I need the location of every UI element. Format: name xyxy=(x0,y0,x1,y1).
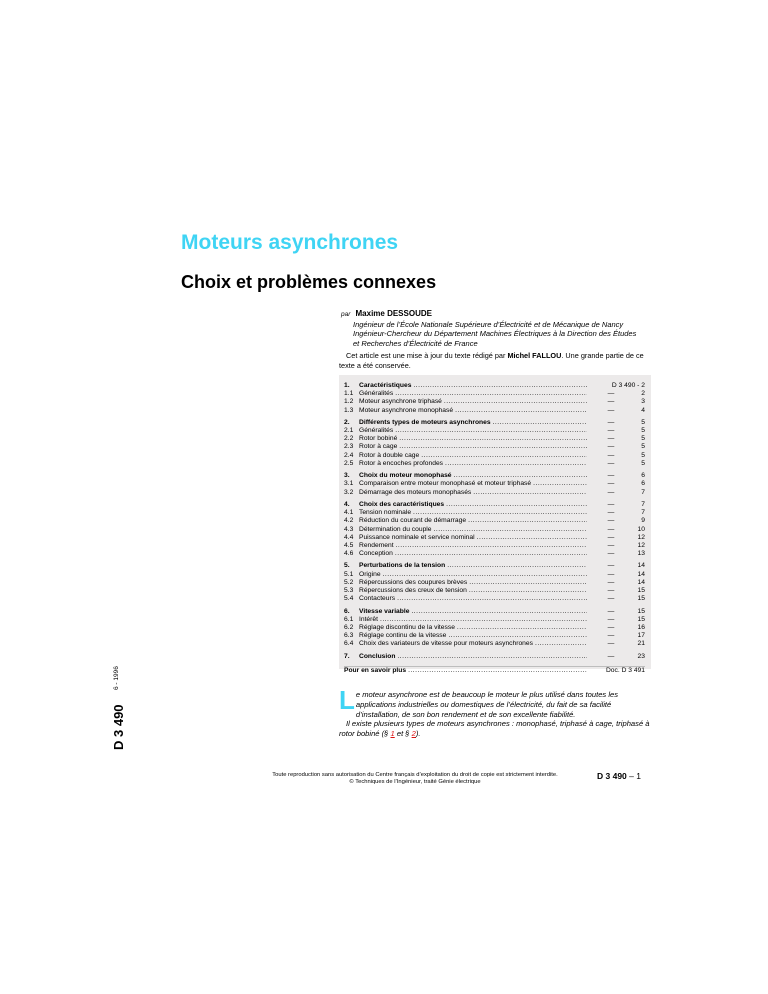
toc-ref: — xyxy=(607,418,615,426)
toc-leader xyxy=(455,407,587,415)
toc-row[interactable] xyxy=(344,509,645,517)
toc-page: 14 xyxy=(637,570,645,578)
intro-p2-before: Il existe plusieurs types de moteurs asynchrones : monophasé, triphasé à cage, triphasé à rotor bobiné (§ xyxy=(339,719,650,739)
toc-number: 2.5 xyxy=(344,459,354,467)
toc-ref: — xyxy=(607,451,615,459)
toc-row[interactable] xyxy=(344,534,645,542)
toc-number: 3.1 xyxy=(344,480,354,488)
toc-page: 21 xyxy=(637,640,645,648)
toc-page: 7 xyxy=(641,509,645,517)
toc-label: Réglage continu de la vitesse xyxy=(359,632,447,640)
toc-label: Caractéristiques xyxy=(359,381,412,389)
toc-label: Rotor à double cage xyxy=(359,451,420,459)
toc-page: 4 xyxy=(641,406,645,414)
toc-ref: — xyxy=(607,595,615,603)
toc-label: Rotor à cage xyxy=(359,443,398,451)
toc-leader xyxy=(395,390,587,398)
toc-label: Conception xyxy=(359,550,393,558)
toc-leader xyxy=(477,534,587,542)
note-name: Michel FALLOU xyxy=(507,351,562,360)
toc-label: Rendement xyxy=(359,541,394,549)
toc-row[interactable] xyxy=(344,427,645,435)
toc-ref: — xyxy=(607,427,615,435)
article-subtitle: Choix et problèmes connexes xyxy=(181,272,437,292)
toc-row[interactable] xyxy=(344,472,645,480)
toc-leader xyxy=(469,587,587,595)
toc-ref: — xyxy=(607,578,615,586)
toc-ref: — xyxy=(607,472,615,480)
toc-leader xyxy=(533,480,587,488)
toc-row[interactable] xyxy=(344,382,645,390)
toc-row[interactable] xyxy=(344,579,645,587)
toc-ref: — xyxy=(607,615,615,623)
article-title: Moteurs asynchrones xyxy=(181,231,399,254)
toc-page: 15 xyxy=(637,587,645,595)
toc-page: 15 xyxy=(637,595,645,603)
toc-row[interactable] xyxy=(344,526,645,534)
toc-ref: — xyxy=(607,435,615,443)
toc-number: 4.1 xyxy=(344,509,354,517)
toc-ref: — xyxy=(607,500,615,508)
toc-ref: — xyxy=(607,488,615,496)
toc-number: 4.6 xyxy=(344,550,354,558)
toc-leader xyxy=(457,624,587,632)
toc-ref: — xyxy=(607,550,615,558)
toc-leader xyxy=(408,667,587,675)
toc-label: Contacteurs xyxy=(359,595,396,603)
toc-leader xyxy=(447,563,587,571)
introduction xyxy=(339,685,651,739)
toc-row[interactable] xyxy=(344,632,645,640)
toc-ref: — xyxy=(607,607,615,615)
toc-number: 6. xyxy=(344,607,350,615)
toc-page: 5 xyxy=(641,451,645,459)
toc-page: 3 xyxy=(641,398,645,406)
toc-leader xyxy=(469,579,587,587)
toc-page: 12 xyxy=(637,533,645,541)
note-before: Cet article est une mise à jour du texte rédigé par xyxy=(346,351,508,360)
toc-label: Démarrage des moteurs monophasés xyxy=(359,488,472,496)
toc-ref: — xyxy=(607,480,615,488)
toc-ref: — xyxy=(607,562,615,570)
footer-doc-code: D 3 490 xyxy=(597,771,627,781)
toc-number: 5.4 xyxy=(344,595,354,603)
toc-label: Répercussions des coupures brèves xyxy=(359,578,468,586)
toc-ref: — xyxy=(607,390,615,398)
toc-leader xyxy=(399,435,587,443)
toc-page: 6 xyxy=(641,480,645,488)
toc-rows xyxy=(344,382,645,661)
toc-label: Rotor bobiné xyxy=(359,435,398,443)
toc-leader xyxy=(445,460,587,468)
toc-ref: — xyxy=(607,406,615,414)
toc-row[interactable] xyxy=(344,501,645,509)
toc-number: 4.4 xyxy=(344,533,354,541)
toc-row[interactable] xyxy=(344,435,645,443)
toc-page: 9 xyxy=(641,517,645,525)
toc-page: 14 xyxy=(637,562,645,570)
toc-leader xyxy=(535,640,587,648)
toc-label: Puissance nominale et service nominal xyxy=(359,533,475,541)
toc-row[interactable] xyxy=(344,542,645,550)
toc-leader xyxy=(444,398,587,406)
toc-row[interactable] xyxy=(344,460,645,468)
toc-page: 15 xyxy=(637,615,645,623)
toc-number: 6.2 xyxy=(344,623,354,631)
toc-number: 4.5 xyxy=(344,541,354,549)
toc-row[interactable] xyxy=(344,587,645,595)
toc-leader xyxy=(395,550,587,558)
toc-ref: — xyxy=(607,459,615,467)
toc-number: 5.3 xyxy=(344,587,354,595)
toc-number: 1.1 xyxy=(344,390,354,398)
toc-page: 16 xyxy=(637,623,645,631)
toc-page: 5 xyxy=(641,435,645,443)
toc-ref: — xyxy=(607,587,615,595)
toc-row[interactable] xyxy=(344,563,645,571)
intro-paragraph-2 xyxy=(339,719,651,739)
footer-line-1: Toute reproduction sans autorisation du Centre français d’exploitation du droit de copie est strictement interdite. xyxy=(272,772,558,778)
toc-leader xyxy=(434,526,588,534)
toc-ref: — xyxy=(607,517,615,525)
toc-number: 2.1 xyxy=(344,427,354,435)
toc-label: Détermination du couple xyxy=(359,525,432,533)
toc-page: 5 xyxy=(641,427,645,435)
footer-line-2: © Techniques de l’Ingénieur, traité Génie électrique xyxy=(349,779,481,785)
intro-p2-after: ). xyxy=(415,729,421,739)
toc-leader xyxy=(454,472,587,480)
toc-page: 7 xyxy=(641,488,645,496)
toc-ref: — xyxy=(607,652,615,660)
toc-number: 3. xyxy=(344,472,350,480)
toc-label: Moteur asynchrone triphasé xyxy=(359,398,442,406)
intro-p2-mid: et § xyxy=(394,729,412,739)
toc-row[interactable] xyxy=(344,489,645,497)
toc-leader xyxy=(411,608,587,616)
toc-leader xyxy=(446,501,587,509)
toc-page: 15 xyxy=(637,607,645,615)
toc-leader xyxy=(493,419,587,427)
footer-page-number: – 1 xyxy=(626,771,641,781)
toc-label: Moteur asynchrone monophasé xyxy=(359,406,454,414)
page-code xyxy=(597,771,641,781)
toc-leader xyxy=(383,571,587,579)
toc-leader xyxy=(421,452,587,460)
toc-label: Tension nominale xyxy=(359,509,412,517)
toc-ref: — xyxy=(607,570,615,578)
toc-ref: — xyxy=(607,509,615,517)
toc-number: 5. xyxy=(344,562,350,570)
toc-number: 2.3 xyxy=(344,443,354,451)
toc-row[interactable] xyxy=(344,624,645,632)
toc-row[interactable] xyxy=(344,452,645,460)
toc-row[interactable] xyxy=(344,571,645,579)
toc-number: 5.2 xyxy=(344,578,354,586)
toc-number: 2.4 xyxy=(344,451,354,459)
toc-number: 5.1 xyxy=(344,570,354,578)
toc-ref: — xyxy=(607,623,615,631)
intro-p1-text: e moteur asynchrone est de beaucoup le moteur le plus utilisé dans toutes les applications industrielles ou domestiques de l’électricité, du fait de sa facilité d’installation, de son bon rendement et de son excellente fiabilité. xyxy=(355,690,619,719)
toc-leader xyxy=(399,444,587,452)
toc-leader xyxy=(397,653,587,661)
toc-row[interactable] xyxy=(344,595,645,603)
toc-number: 4.3 xyxy=(344,525,354,533)
toc-leader xyxy=(396,542,587,550)
toc-label: Comparaison entre moteur monophasé et moteur triphasé xyxy=(359,480,532,488)
toc-label: Répercussions des creux de tension xyxy=(359,587,467,595)
toc-number: 2.2 xyxy=(344,435,354,443)
toc-label: Choix des variateurs de vitesse pour moteurs asynchrones xyxy=(359,640,533,648)
toc-leader xyxy=(397,595,587,603)
toc-leader xyxy=(413,382,587,390)
toc-page: 2 xyxy=(641,390,645,398)
toc-row[interactable] xyxy=(344,407,645,415)
toc-final-label: Pour en savoir plus xyxy=(344,667,407,675)
toc-label: Rotor à encoches profondes xyxy=(359,459,444,467)
toc-leader xyxy=(448,632,587,640)
side-date: 6 - 1996 xyxy=(113,666,120,690)
author-affiliation-2: Ingénieur-Chercheur du Département Machines Électriques à la Direction des Études xyxy=(353,329,637,338)
toc-number: 3.2 xyxy=(344,488,354,496)
copyright-footer xyxy=(255,772,575,786)
toc-number: 6.1 xyxy=(344,615,354,623)
toc-number: 6.3 xyxy=(344,632,354,640)
toc-leader xyxy=(395,427,587,435)
author-block xyxy=(341,309,636,348)
toc-label: Choix des caractéristiques xyxy=(359,500,445,508)
section-link-1[interactable]: 1 xyxy=(390,729,395,739)
toc-leader xyxy=(380,616,587,624)
toc-row[interactable] xyxy=(344,480,645,488)
toc-page: 6 xyxy=(641,472,645,480)
toc-ref: — xyxy=(607,541,615,549)
toc-label: Vitesse variable xyxy=(359,607,410,615)
toc-label: Intérêt xyxy=(359,615,378,623)
toc-page: 7 xyxy=(641,500,645,508)
toc-label: Généralités xyxy=(359,427,394,435)
toc-page: 10 xyxy=(637,525,645,533)
author-name: Maxime DESSOUDE xyxy=(355,309,432,318)
toc-row[interactable] xyxy=(344,444,645,452)
toc-ref: D 3 490 - 2 xyxy=(611,381,645,389)
toc-label: Généralités xyxy=(359,390,394,398)
toc-leader xyxy=(473,489,587,497)
toc-row[interactable] xyxy=(344,390,645,398)
toc-label: Réduction du courant de démarrage xyxy=(359,517,467,525)
toc-row[interactable] xyxy=(344,616,645,624)
toc-row[interactable] xyxy=(344,419,645,427)
toc-label: Différents types de moteurs asynchrones xyxy=(359,418,491,426)
toc-ref: — xyxy=(607,525,615,533)
toc-row[interactable] xyxy=(344,550,645,558)
toc-leader xyxy=(413,509,587,517)
toc-row[interactable] xyxy=(344,653,645,661)
toc-page: 5 xyxy=(641,418,645,426)
toc-row[interactable] xyxy=(344,517,645,525)
toc-page: 5 xyxy=(641,459,645,467)
toc-ref: — xyxy=(607,443,615,451)
update-note xyxy=(339,351,651,371)
toc-number: 1. xyxy=(344,381,350,389)
toc-ref: — xyxy=(607,533,615,541)
toc-page: 14 xyxy=(637,578,645,586)
side-document-code: D 3 490 xyxy=(111,704,126,750)
toc-row[interactable] xyxy=(344,608,645,616)
toc-page: 17 xyxy=(637,632,645,640)
toc-number: 1.2 xyxy=(344,398,354,406)
toc-label: Origine xyxy=(359,570,381,578)
toc-label: Réglage discontinu de la vitesse xyxy=(359,623,455,631)
toc-number: 6.4 xyxy=(344,640,354,648)
toc-page: 5 xyxy=(641,443,645,451)
toc-ref: — xyxy=(607,398,615,406)
toc-page: 13 xyxy=(637,550,645,558)
author-affiliation-1: Ingénieur de l’École Nationale Supérieure d’Électricité et de Mécanique de Nancy xyxy=(353,319,624,329)
section-link-2[interactable]: 2 xyxy=(411,729,416,739)
toc-row-further-reading[interactable] xyxy=(344,666,645,675)
toc-ref: — xyxy=(607,640,615,648)
toc-number: 4. xyxy=(344,500,350,508)
intro-paragraph-1 xyxy=(339,685,651,719)
toc-row[interactable] xyxy=(344,398,645,406)
toc-label: Perturbations de la tension xyxy=(359,562,446,570)
toc-leader xyxy=(468,517,587,525)
toc-row[interactable] xyxy=(344,640,645,648)
toc-number: 7. xyxy=(344,652,350,660)
toc-ref: — xyxy=(607,632,615,640)
toc-number: 2. xyxy=(344,418,350,426)
note-after: . Une grande partie de ce texte a été conservée. xyxy=(339,351,644,370)
toc-label: Choix du moteur monophasé xyxy=(359,472,452,480)
author-affiliation-3: et Recherches d’Électricité de France xyxy=(353,338,478,348)
toc-number: 1.3 xyxy=(344,406,354,414)
toc-final-ref: Doc. D 3 491 xyxy=(605,667,645,675)
drop-cap: L xyxy=(339,685,355,715)
author-prefix: par xyxy=(341,311,351,318)
toc-page: 23 xyxy=(637,652,645,660)
toc-number: 4.2 xyxy=(344,517,354,525)
toc-label: Conclusion xyxy=(359,652,396,660)
table-of-contents xyxy=(339,375,651,675)
toc-page: 12 xyxy=(637,541,645,549)
